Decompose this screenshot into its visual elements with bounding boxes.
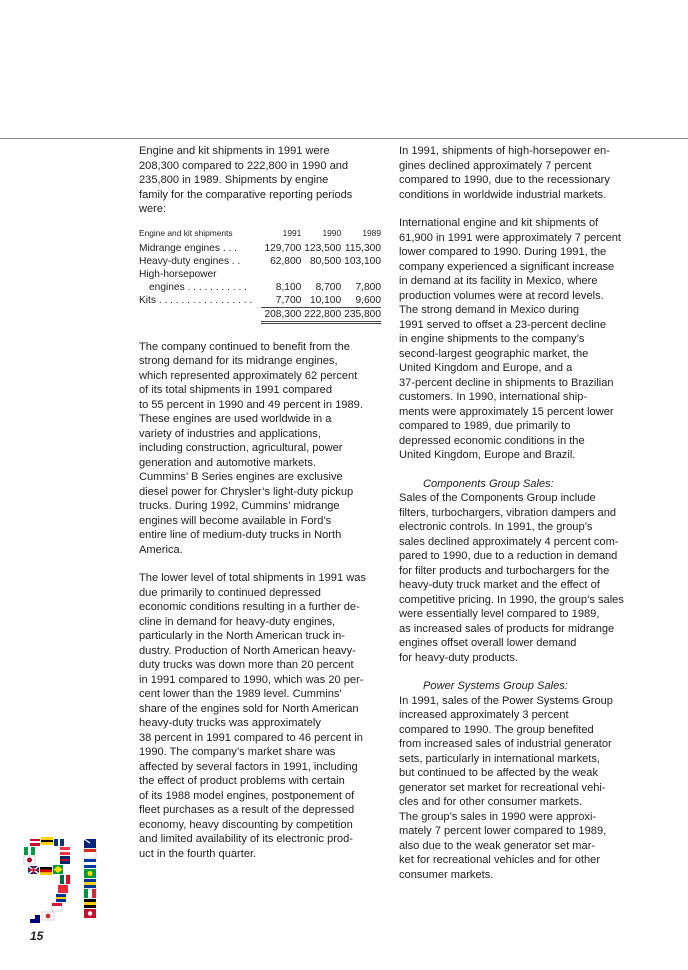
table-header-label: Engine and kit shipments [139,227,233,238]
row-1990: 80,500 [309,255,342,267]
shipments-table [139,227,381,324]
row-1991: 62,800 [270,255,302,267]
row-1989: 9,600 [341,294,381,308]
row-1991: 8,100 [275,281,302,293]
row-label: engines . . . . . . . . . . . [149,281,247,293]
top-rule [0,138,688,139]
table-total-row [139,307,381,322]
high-horsepower-paragraph: In 1991, shipments of high-horsepower en- gines declined approximately 7 percent compared to 1990, due to the recessionary conditions in worldwide industrial markets. [399,145,610,201]
table-row [139,281,381,294]
total-label [139,307,261,322]
row-1990: 8,700 [315,281,342,293]
row-1989: 103,100 [344,255,381,267]
components-heading: Components Group Sales: [423,477,554,490]
row-label: Midrange engines . . . [139,242,237,254]
midrange-paragraph: The company continued to benefit from the strong demand for its midrange engines, which represented approximately 62 percent of its total shipments in 1991 compared to 55 percent in 1990 and 49 percent in 1989. These engines are used worldwide in a variety of industries and applications, including construction, agricultural, power generation and automotive markets. Cummins’ B Series engines are exclusive diesel power for Chrysler’s light-duty pickup trucks. During 1992, Cummins’ midrange engines will become available in Ford’s entire line of medium-duty trucks in North America. [139,340,363,556]
power-systems-paragraph: In 1991, sales of the Power Systems Group increased approximately 3 percent compared to 1990. The group benefited from increased sales of industrial generator sets, particularly in international markets, but continued to be affected by the weak generator set market for recreational vehi- cles and for other consumer markets. The group’s sales in 1990 were approxi- mately 7 percent lower compared to 1989, also due to the weak generator set mar- ket for recreational vehicles and for other consumer markets. [399,694,613,881]
intro-paragraph: Engine and kit shipments in 1991 were 208,300 compared to 222,800 in 1990 and 235,800 in 1989. Shipments by engine family for the comparative reporting periods were: [139,145,353,215]
row-1989: 7,800 [355,281,381,293]
components-paragraph: Sales of the Components Group include filters, turbochargers, vibration dampers and electronic controls. In 1991, the group’s sales declined approximately 4 percent com- pared to 1990, due to a reduction in demand for filter products and turbochargers for the heavy-duty truck market and the effect of competitive pricing. In 1990, the group’s sales were essentially level compared to 1989, as increased sales of products for midrange engines offset overall lower demand for heavy-duty products. [399,492,624,664]
row-1990: 123,500 [304,242,342,254]
table-header-row [139,227,381,242]
table-row [139,294,381,308]
row-1990 [301,268,341,281]
table-header-1991: 1991 [282,227,302,238]
table-row [139,268,381,281]
table-row [139,255,381,268]
row-1990: 10,100 [301,294,341,308]
row-label: High-horsepower [139,268,217,280]
row-1991 [261,268,301,281]
flags-91-logo-icon [22,835,102,927]
power-systems-heading: Power Systems Group Sales: [423,680,568,692]
page-number: 15 [30,929,44,943]
row-label: Kits . . . . . . . . . . . . . . . . . [139,294,253,306]
total-1991: 208,300 [261,307,301,322]
row-1989: 115,300 [344,242,381,254]
total-1990: 222,800 [301,307,341,322]
nine-of-flags [24,837,70,923]
row-1991: 129,700 [264,242,302,254]
left-column [139,144,381,861]
right-column [399,144,639,882]
international-paragraph: International engine and kit shipments of 61,900 in 1991 were approximately 7 percent lower compared to 1990. During 1991, the company experienced a significant increase in demand at its facility in Mexico, where production volumes were at record levels. The strong demand in Mexico during 1991 served to offset a 23-percent decline in engine shipments to the company’s second-largest geographic market, the United Kingdom and Europe, and a 37-percent decline in shipments to Brazilian customers. In 1990, international ship- ments were approximately 15 percent lower compared to 1989, due primarily to depressed economic conditions in the United Kingdom, Europe and Brazil. [399,217,622,461]
table-header-1989: 1989 [362,227,381,238]
row-1991: 7,700 [261,294,301,308]
row-1989 [341,268,381,281]
row-label: Heavy-duty engines . . [139,255,241,267]
shipments-decline-paragraph: The lower level of total shipments in 1991 was due primarily to continued depressed economic conditions resulting in a further de- cline in demand for heavy-duty engines, particularly in the North American truck in- dustry. Production of North American heavy- duty trucks was down more than 20 percent in 1991 compared to 1990, which was 20 per- cent lower than the 1989 level. Cummins’ share of the engines sold for North American heavy-duty trucks was approximately 38 percent in 1991 compared to 46 percent in 1990. The company’s market share was affected by several factors in 1991, including the effect of product problems with certain of its 1988 model engines, postponement of fleet purchases as a result of the depressed economy, heavy discounting by competition and limited availability of its electronic prod- uct in the fourth quarter. [139,572,366,860]
table-header-1990: 1990 [322,227,342,238]
one-of-flags [84,839,96,918]
total-1989: 235,800 [341,307,381,322]
table-row [139,242,381,255]
